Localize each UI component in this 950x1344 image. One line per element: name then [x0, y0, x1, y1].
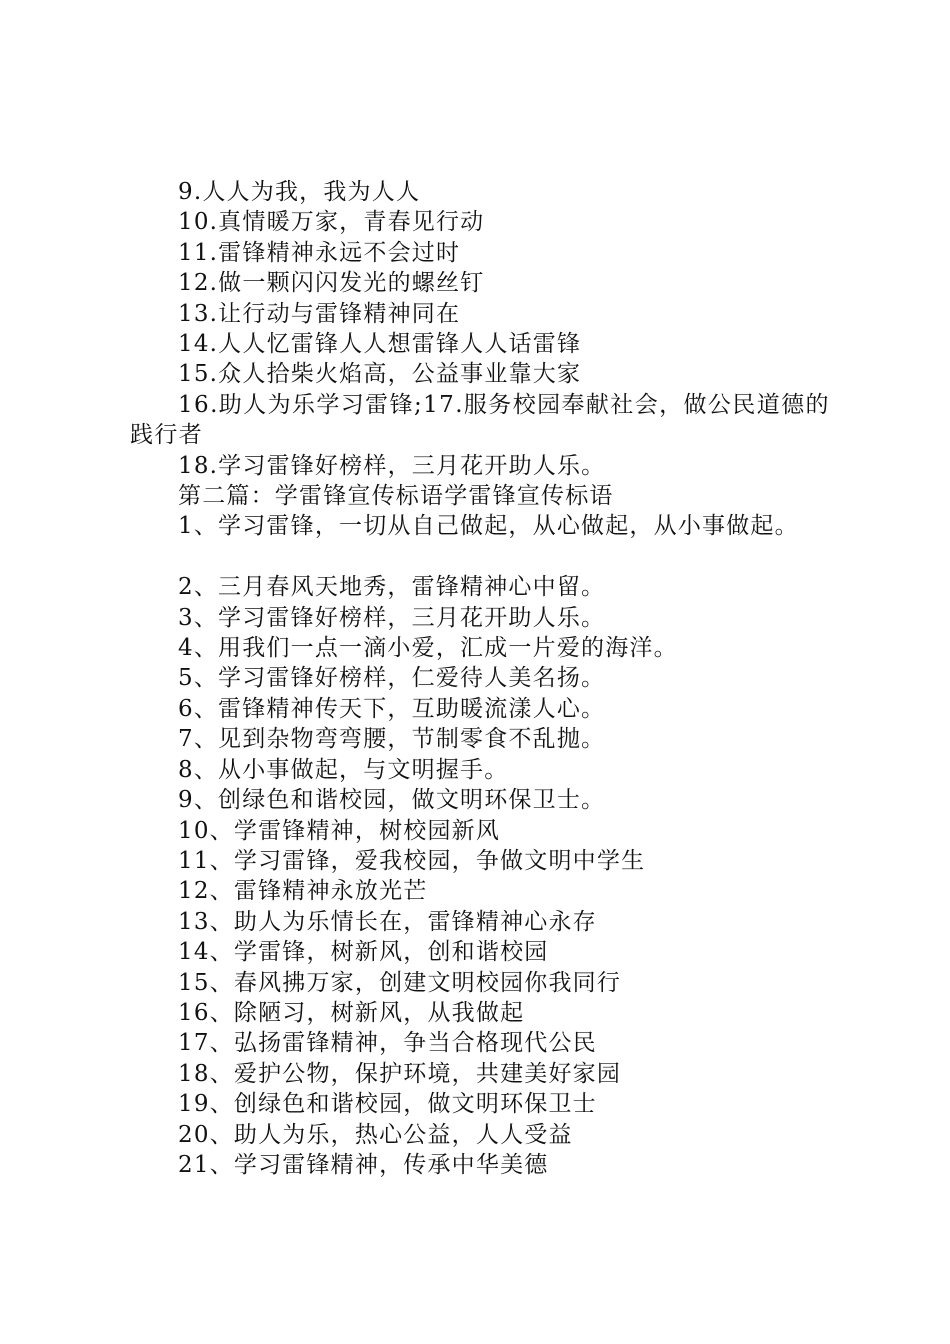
text-line: 7、见到杂物弯弯腰，节制零食不乱抛。: [178, 726, 606, 753]
text-line: 17、弘扬雷锋精神，争当合格现代公民: [178, 1030, 597, 1057]
text-line: 16、除陋习，树新风，从我做起: [178, 999, 525, 1026]
text-line: 14、学雷锋，树新风，创和谐校园: [178, 939, 549, 966]
text-line: 3、学习雷锋好榜样，三月花开助人乐。: [178, 604, 606, 631]
text-line: 12.做一颗闪闪发光的螺丝钉: [178, 270, 485, 297]
document-body: [130, 177, 840, 1180]
text-line: 4、用我们一点一滴小爱，汇成一片爱的海洋。: [178, 635, 678, 662]
text-line: 11、学习雷锋，爱我校园，争做文明中学生: [178, 847, 646, 874]
text-line: 21、学习雷锋精神，传承中华美德: [178, 1151, 549, 1178]
section-heading: 第二篇：学雷锋宣传标语学雷锋宣传标语: [178, 483, 614, 510]
text-line: 13.让行动与雷锋精神同在: [178, 300, 461, 327]
text-line: 5、学习雷锋好榜样，仁爱待人美名扬。: [178, 665, 606, 692]
text-line: 8、从小事做起，与文明握手。: [178, 756, 509, 783]
text-line: 15.众人拾柴火焰高，公益事业靠大家: [178, 361, 582, 388]
text-line: 10.真情暖万家，青春见行动: [178, 209, 485, 236]
text-line: 2、三月春风天地秀，雷锋精神心中留。: [178, 574, 606, 601]
text-line: 9、创绿色和谐校园，做文明环保卫士。: [178, 787, 606, 814]
text-line: 6、雷锋精神传天下，互助暖流漾人心。: [178, 695, 606, 722]
text-line: 15、春风拂万家，创建文明校园你我同行: [178, 969, 622, 996]
text-line: 10、学雷锋精神，树校园新风: [178, 817, 501, 844]
text-line: 18.学习雷锋好榜样，三月花开助人乐。: [178, 452, 606, 479]
blank-line: [130, 542, 840, 572]
text-line: 12、雷锋精神永放光芒: [178, 878, 428, 905]
text-line: 13、助人为乐情长在，雷锋精神心永存: [178, 908, 597, 935]
text-line: 1、学习雷锋，一切从自己做起，从心做起，从小事做起。: [178, 513, 799, 540]
text-line: 18、爱护公物，保护环境，共建美好家园: [178, 1060, 622, 1087]
text-line: 20、助人为乐，热心公益，人人受益: [178, 1121, 573, 1148]
text-line: 11.雷锋精神永远不会过时: [178, 239, 461, 266]
text-line: 14.人人忆雷锋人人想雷锋人人话雷锋: [178, 331, 582, 358]
text-line: 9.人人为我，我为人人: [178, 179, 421, 205]
text-line: 16.助人为乐学习雷锋;17.服务校园奉献社会，做公民道德的践行者: [130, 391, 830, 449]
text-line: 19、创绿色和谐校园，做文明环保卫士: [178, 1091, 597, 1118]
